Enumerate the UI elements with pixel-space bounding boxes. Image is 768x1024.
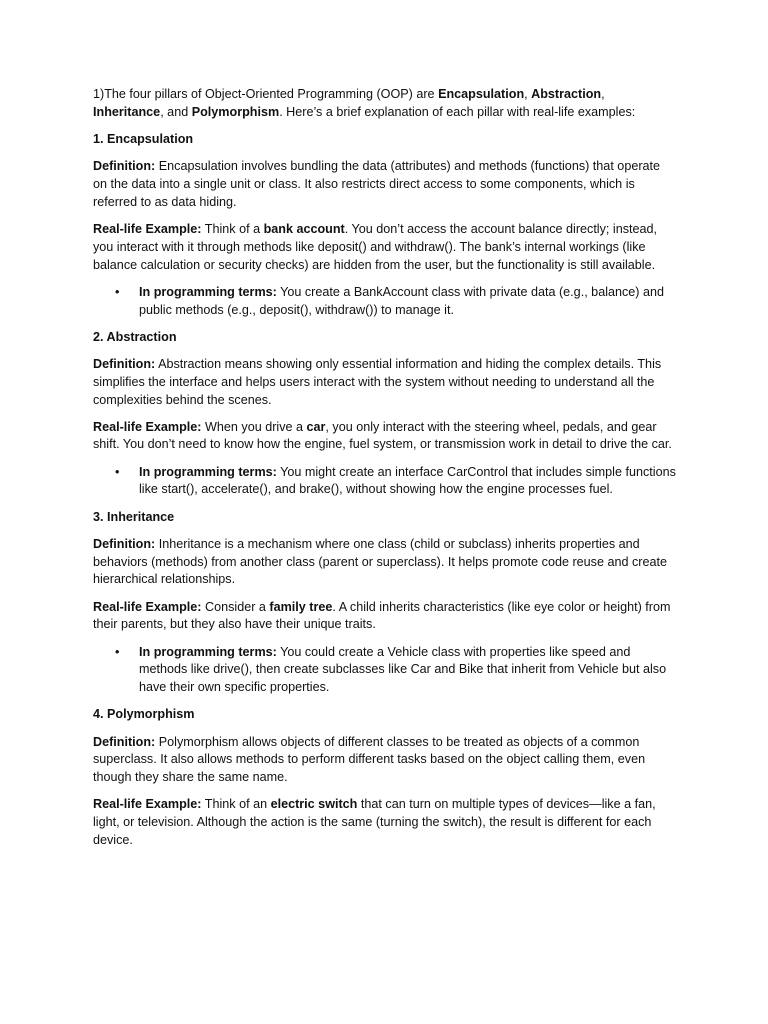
example-paragraph xyxy=(93,599,677,635)
section-heading-encapsulation: 1. Encapsulation xyxy=(93,131,194,146)
bullet-list xyxy=(93,284,677,320)
definition-label: Definition: xyxy=(93,356,156,371)
example-text: . You don’t access the account balance directly; instead, you interact with it through methods like deposit() and withdraw(). The bank’s internal workings (like balance calculation or security checks) are hidden from the user, but the functionality is still available. xyxy=(93,221,658,272)
definition-paragraph xyxy=(93,158,677,211)
intro-term-encapsulation: Encapsulation xyxy=(438,87,525,101)
definition-paragraph xyxy=(93,734,677,787)
example-paragraph xyxy=(93,221,677,274)
definition-text: Abstraction means showing only essential information and hiding the complex details. This simplifies the interface and helps users interact with the system without needing to understand all the complexities behind the scenes. xyxy=(93,356,662,407)
example-text: that can turn on multiple types of devices—like a fan, light, or television. Although the action is the same (turning the switch), the result is different for each device. xyxy=(93,797,656,847)
bullet-icon: • xyxy=(115,464,120,479)
list-item xyxy=(93,284,677,320)
programming-terms-text: You create a BankAccount class with private data (e.g., balance) and public methods (e.g., deposit(), withdraw()) to manage it. xyxy=(139,284,665,317)
programming-terms-label: In programming terms: xyxy=(139,284,277,299)
definition-text: Polymorphism allows objects of different classes to be treated as objects of a common superclass. It also allows methods to perform different tasks based on the object calling them, even though they share the same name. xyxy=(93,734,646,785)
example-keyword: family tree xyxy=(269,599,333,614)
definition-label: Definition: xyxy=(93,734,156,749)
intro-term-abstraction: Abstraction xyxy=(531,87,602,101)
example-label: Real-life Example: xyxy=(93,797,202,812)
example-keyword: bank account xyxy=(263,221,345,236)
example-text: Consider a xyxy=(201,599,270,614)
intro-separator: , and xyxy=(160,104,192,119)
definition-paragraph xyxy=(93,536,677,589)
programming-terms-text: You might create an interface CarControl that includes simple functions like start(), accelerate(), and brake(), without showing how the engine processes fuel. xyxy=(139,464,676,497)
programming-terms-label: In programming terms: xyxy=(139,644,277,659)
list-item xyxy=(93,464,677,500)
example-paragraph xyxy=(93,419,677,455)
definition-text: Encapsulation involves bundling the data (attributes) and methods (functions) that operate on the data into a single unit or class. It also restricts direct access to some components, which is referred to as data hiding. xyxy=(93,159,661,209)
intro-term-inheritance: Inheritance xyxy=(93,104,161,119)
bullet-icon: • xyxy=(115,284,120,299)
intro-text: 1)The four pillars of Object-Oriented Programming (OOP) are xyxy=(93,87,439,101)
example-text: When you drive a xyxy=(201,419,307,434)
document-page xyxy=(93,86,677,859)
section-heading-abstraction: 2. Abstraction xyxy=(93,329,177,344)
example-label: Real-life Example: xyxy=(93,419,202,434)
definition-label: Definition: xyxy=(93,536,156,551)
intro-text: . Here’s a brief explanation of each pillar with real-life examples: xyxy=(279,104,636,119)
section-heading-polymorphism: 4. Polymorphism xyxy=(93,707,195,722)
example-label: Real-life Example: xyxy=(93,599,202,614)
bullet-list xyxy=(93,464,677,500)
intro-paragraph xyxy=(93,86,677,122)
example-text: Think of a xyxy=(201,221,264,236)
definition-paragraph xyxy=(93,356,677,409)
example-text: . A child inherits characteristics (like eye color or height) from their parents, but they also have their unique traits. xyxy=(93,599,671,632)
programming-terms-text: You could create a Vehicle class with properties like speed and methods like drive(), then create subclasses like Car and Bike that inherit from Vehicle but also have their own specific properties. xyxy=(139,644,667,695)
section-heading-inheritance: 3. Inheritance xyxy=(93,509,175,524)
programming-terms-label: In programming terms: xyxy=(139,464,277,479)
definition-label: Definition: xyxy=(93,159,156,174)
intro-separator: , xyxy=(601,87,605,101)
example-label: Real-life Example: xyxy=(93,221,202,236)
example-text: Think of an xyxy=(201,797,271,812)
example-text: , you only interact with the steering wheel, pedals, and gear shift. You don’t need to know how the engine, fuel system, or transmission work in detail to drive the car. xyxy=(93,419,672,452)
definition-text: Inheritance is a mechanism where one class (child or subclass) inherits properties and behaviors (methods) from another class (parent or superclass). It helps promote code reuse and create hierarchical relationships. xyxy=(93,536,667,587)
list-item xyxy=(93,644,677,697)
example-paragraph xyxy=(93,796,677,849)
example-keyword: electric switch xyxy=(270,797,358,812)
example-keyword: car xyxy=(306,419,326,434)
intro-separator: , xyxy=(524,87,532,101)
bullet-list xyxy=(93,644,677,697)
intro-term-polymorphism: Polymorphism xyxy=(191,104,280,119)
bullet-icon: • xyxy=(115,644,120,659)
